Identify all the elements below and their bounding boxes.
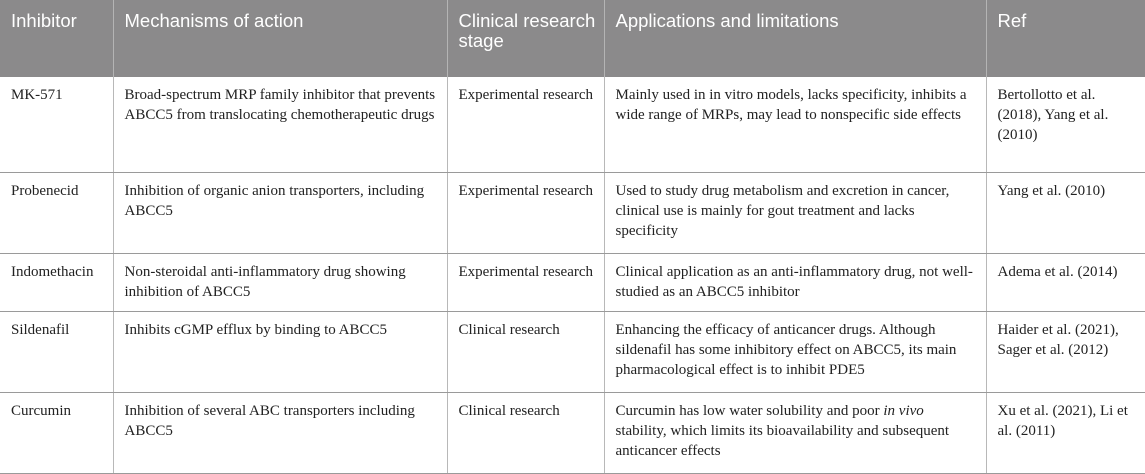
- cell-mechanisms: Inhibition of several ABC transporters including ABCC5: [113, 392, 447, 473]
- cell-mechanisms: Inhibits cGMP efflux by binding to ABCC5: [113, 311, 447, 392]
- cell-applications: Mainly used in in vitro models, lacks specificity, inhibits a wide range of MRPs, may lead to nonspecific side effects: [604, 77, 986, 172]
- table-row: [0, 253, 1145, 311]
- applications-text-post: stability, which limits its bioavailability and subsequent anticancer effects: [615, 422, 950, 459]
- cell-ref: Adema et al. (2014): [986, 253, 1145, 311]
- table-row: [0, 311, 1145, 392]
- header-ref: Ref: [986, 0, 1145, 77]
- table-row: [0, 77, 1145, 172]
- cell-stage: Experimental research: [447, 172, 604, 253]
- table-body: [0, 77, 1145, 473]
- table-row: [0, 392, 1145, 473]
- header-stage: Clinical research stage: [447, 0, 604, 77]
- cell-mechanisms: Inhibition of organic anion transporters, including ABCC5: [113, 172, 447, 253]
- table-header: [0, 0, 1145, 77]
- header-inhibitor: Inhibitor: [0, 0, 113, 77]
- cell-inhibitor: Probenecid: [0, 172, 113, 253]
- cell-applications: [604, 392, 986, 473]
- cell-ref: Xu et al. (2021), Li et al. (2011): [986, 392, 1145, 473]
- cell-inhibitor: Curcumin: [0, 392, 113, 473]
- cell-stage: Experimental research: [447, 77, 604, 172]
- cell-stage: Clinical research: [447, 311, 604, 392]
- cell-inhibitor: Sildenafil: [0, 311, 113, 392]
- table-row: [0, 172, 1145, 253]
- cell-stage: Experimental research: [447, 253, 604, 311]
- applications-text-italic: in vivo: [883, 402, 924, 419]
- cell-inhibitor: MK-571: [0, 77, 113, 172]
- cell-applications: Used to study drug metabolism and excretion in cancer, clinical use is mainly for gout treatment and lacks specificity: [604, 172, 986, 253]
- cell-applications: Clinical application as an anti-inflammatory drug, not well-studied as an ABCC5 inhibitor: [604, 253, 986, 311]
- cell-stage: Clinical research: [447, 392, 604, 473]
- cell-mechanisms: Non-steroidal anti-inflammatory drug showing inhibition of ABCC5: [113, 253, 447, 311]
- header-applications: Applications and limitations: [604, 0, 986, 77]
- applications-text-pre: Curcumin has low water solubility and poor: [615, 402, 884, 419]
- cell-applications: Enhancing the efficacy of anticancer drugs. Although sildenafil has some inhibitory effect on ABCC5, its main pharmacological effect is to inhibit PDE5: [604, 311, 986, 392]
- cell-ref: Haider et al. (2021), Sager et al. (2012): [986, 311, 1145, 392]
- header-mechanisms: Mechanisms of action: [113, 0, 447, 77]
- cell-mechanisms: Broad-spectrum MRP family inhibitor that prevents ABCC5 from translocating chemotherapeutic drugs: [113, 77, 447, 172]
- cell-ref: Yang et al. (2010): [986, 172, 1145, 253]
- cell-ref: Bertollotto et al. (2018), Yang et al. (2010): [986, 77, 1145, 172]
- cell-inhibitor: Indomethacin: [0, 253, 113, 311]
- header-row: [0, 0, 1145, 77]
